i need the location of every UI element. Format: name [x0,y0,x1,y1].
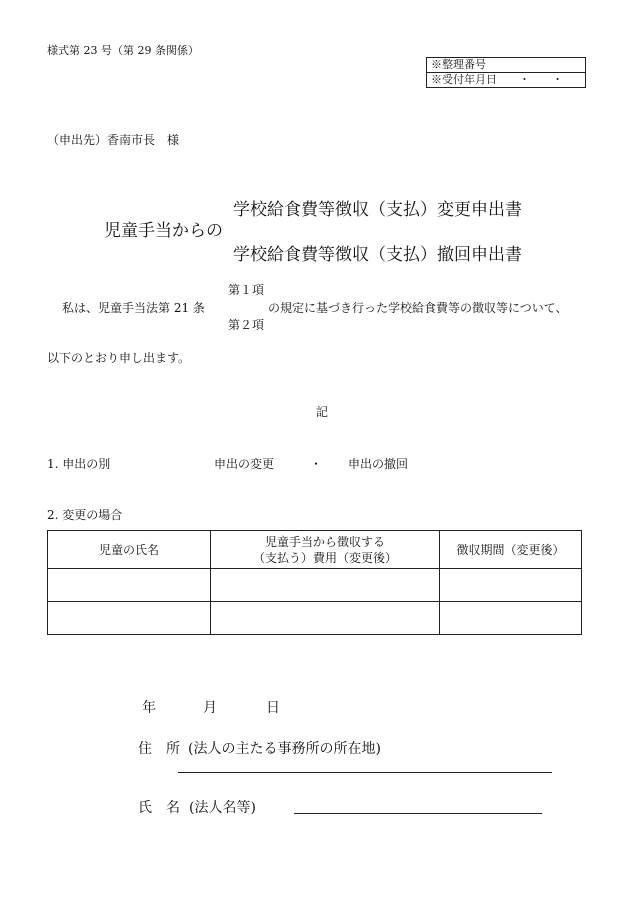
title-line-1: 学校給食費等徴収（支払）変更申出書 [233,200,522,220]
title-prefix: 児童手当からの [104,221,223,241]
child-name-cell[interactable] [48,569,211,602]
date-day: 日 [266,700,280,716]
name-input-line[interactable] [294,813,542,814]
office-use-box [426,57,586,88]
office-box-row: ※整理番号 [427,58,586,73]
period-cell[interactable] [440,602,582,635]
title-line-2: 学校給食費等徴収（支払）撤回申出書 [233,245,522,265]
date-year: 年 [142,700,156,716]
item-2-option: 第２項 [228,318,265,332]
form-number: 様式第 23 号（第 29 条関係） [47,44,199,57]
table-row [48,602,582,635]
table-row [48,569,582,602]
ki-heading: 記 [316,405,329,419]
date-month: 月 [203,700,217,716]
address-note: (法人の主たる事務所の所在地) [188,741,381,757]
cost-cell[interactable] [211,602,440,635]
change-table [47,530,582,635]
cost-cell[interactable] [211,569,440,602]
section-2-label: 2. 変更の場合 [47,508,123,522]
period-cell[interactable] [440,569,582,602]
address-label: 住 所 [138,741,180,757]
section-1-label: 1. 申出の別 [47,457,111,471]
column-header-period: 徴収期間（変更後） [440,531,582,569]
body-text-line-2: 以下のとおり申し出ます。 [47,351,191,365]
name-label: 氏 名 [138,800,180,816]
column-header-child-name: 児童の氏名 [48,531,211,569]
child-name-cell[interactable] [48,602,211,635]
name-note: (法人名等) [189,800,256,816]
body-text-part-2: の規定に基づき行った学校給食費等の徴収等について、 [268,301,568,315]
addressee: （申出先）香南市長 様 [47,133,180,147]
column-header-cost: 児童手当から徴収する （支払う）費用（変更後） [211,531,440,569]
option-withdraw[interactable]: 申出の撤回 [348,457,409,471]
office-box-row: ※受付年月日 ・ ・ [427,73,586,88]
item-1-option: 第１項 [228,283,265,297]
option-change[interactable]: 申出の変更 [214,457,275,471]
address-input-line[interactable] [178,772,552,773]
body-text-part-1: 私は、児童手当法第 21 条 [62,301,205,315]
option-separator: ・ [310,457,323,471]
